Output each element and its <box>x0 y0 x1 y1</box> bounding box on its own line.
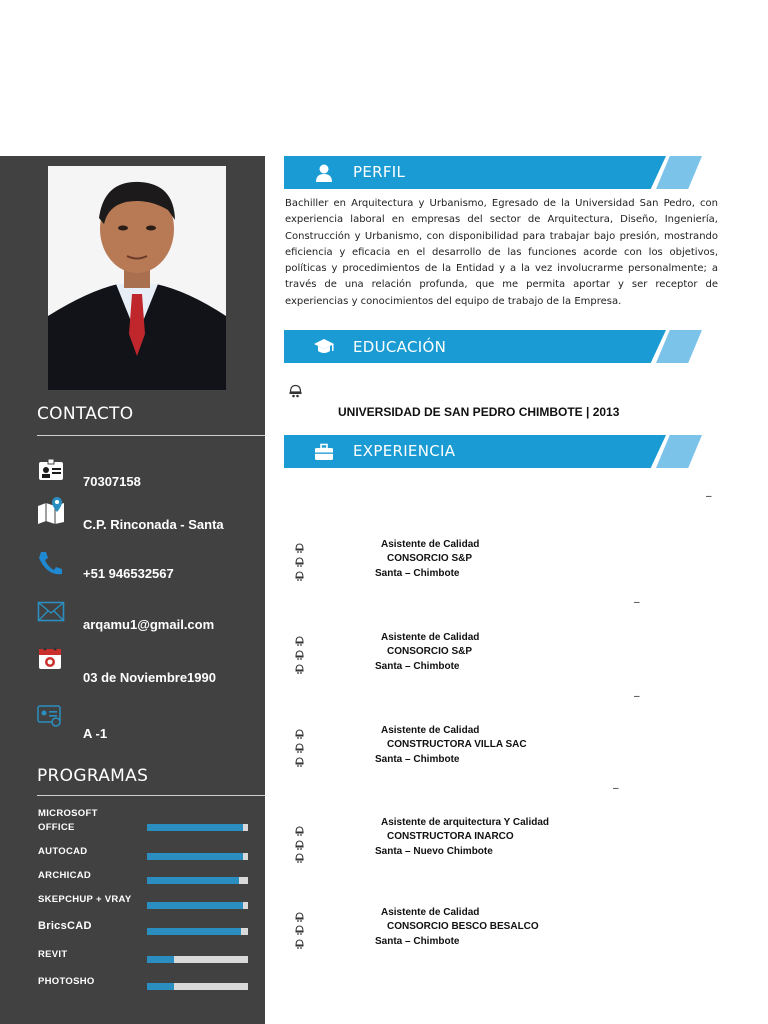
program-bar-photoshop <box>147 983 248 990</box>
id-card-icon <box>37 458 65 484</box>
contact-phone: +51 946532567 <box>83 566 174 581</box>
program-bar-office <box>147 824 248 831</box>
contact-dni: 70307158 <box>83 474 141 489</box>
job-role: Asistente de arquitectura Y Calidad <box>381 817 550 828</box>
date-dash: – <box>706 491 712 502</box>
user-icon <box>313 162 335 184</box>
contact-email[interactable] <box>83 617 214 632</box>
education-header-band <box>284 330 666 363</box>
program-bar-sketchup <box>147 902 248 909</box>
program-bar-fill <box>147 877 239 884</box>
contact-license: A -1 <box>83 726 108 741</box>
contact-birthdate: 03 de Noviembre1990 <box>83 670 216 685</box>
program-label: ARCHICAD <box>38 870 92 881</box>
helmet-bullet-icon <box>295 922 304 932</box>
helmet-bullet-icon <box>295 726 304 736</box>
program-label: REVIT <box>38 949 68 960</box>
job-company: CONSORCIO S&P <box>387 553 473 564</box>
job-location: Santa – Chimbote <box>375 936 460 947</box>
contact-title: CONTACTO <box>37 404 134 424</box>
program-label: PHOTOSHO <box>38 976 95 987</box>
profile-photo <box>48 166 226 390</box>
program-label: AUTOCAD <box>38 846 88 857</box>
program-bar-fill <box>147 983 174 990</box>
program-bar-archicad <box>147 877 248 884</box>
job-location: Santa – Nuevo Chimbote <box>375 846 493 857</box>
phone-icon <box>37 550 65 576</box>
helmet-bullet-icon <box>295 554 304 564</box>
job-location: Santa – Chimbote <box>375 754 460 765</box>
helmet-bullet-icon <box>295 540 304 550</box>
program-label: SKEPCHUP + VRAY <box>38 894 132 905</box>
job-role: Asistente de Calidad <box>381 725 480 736</box>
helmet-bullet-icon <box>295 568 304 578</box>
helmet-bullet-icon <box>295 633 304 643</box>
helmet-bullet-icon <box>295 850 304 860</box>
job-role: Asistente de Calidad <box>381 539 480 550</box>
job-location: Santa – Chimbote <box>375 661 460 672</box>
calendar-icon <box>37 645 65 671</box>
helmet-bullet-icon <box>295 754 304 764</box>
program-label: MICROSOFT OFFICE <box>38 808 98 833</box>
program-bar-fill <box>147 956 174 963</box>
program-bar-autocad <box>147 853 248 860</box>
profile-header-band <box>284 156 666 189</box>
helmet-bullet-icon <box>295 661 304 671</box>
program-bar-fill <box>147 928 241 935</box>
helmet-bullet-icon <box>295 936 304 946</box>
job-company: CONSORCIO S&P <box>387 646 473 657</box>
job-location: Santa – Chimbote <box>375 568 460 579</box>
experience-title: EXPERIENCIA <box>353 442 456 460</box>
date-dash: – <box>634 597 640 608</box>
helmet-bullet-icon <box>295 647 304 657</box>
program-label: BricsCAD <box>38 920 92 932</box>
license-card-icon <box>37 704 65 730</box>
contact-address: C.P. Rinconada - Santa <box>83 517 224 532</box>
date-dash: – <box>634 691 640 702</box>
education-title: EDUCACIÓN <box>353 338 447 356</box>
helmet-bullet-icon <box>295 823 304 833</box>
program-bar-fill <box>147 902 243 909</box>
job-company: CONSTRUCTORA VILLA SAC <box>387 739 527 750</box>
contact-divider <box>37 435 265 436</box>
job-role: Asistente de Calidad <box>381 907 480 918</box>
job-role: Asistente de Calidad <box>381 632 480 643</box>
job-company: CONSTRUCTORA INARCO <box>387 831 514 842</box>
map-pin-icon <box>37 496 65 522</box>
programs-divider <box>37 795 265 796</box>
program-bar-fill <box>147 824 243 831</box>
program-bar-bricscad <box>147 928 248 935</box>
program-bar-revit <box>147 956 248 963</box>
profile-summary: Bachiller en Arquitectura y Urbanismo, Egresado de la Universidad San Pedro, con experiencia laboral en empresas del sector de Arquitectura, Diseño, Ingeniería, Construcción y Urbanismo, con disponibilidad para trabajar bajo presión, mostrando eficiencia y eficacia en el desarrollo de las funciones acorde con los objetivos, políticas y procedimientos de la Entidad y a la vez involucrarme personalmente; a través de una relación profunda, que me permita aportar y ser receptor de experiencias y conocimientos del equipo de trabajo de la Empresa. <box>285 198 718 307</box>
briefcase-icon <box>313 441 335 463</box>
helmet-bullet-icon <box>295 740 304 750</box>
helmet-bullet-icon <box>295 837 304 847</box>
contact-email-text[interactable]: arqamu1@gmail.com <box>83 617 215 632</box>
experience-header-band <box>284 435 666 468</box>
programs-title: PROGRAMAS <box>37 766 149 786</box>
program-bar-fill <box>147 853 243 860</box>
education-entry: UNIVERSIDAD DE SAN PEDRO CHIMBOTE | 2013 <box>338 405 620 419</box>
profile-title: PERFIL <box>353 163 406 181</box>
graduation-cap-icon <box>313 336 335 358</box>
job-company: CONSORCIO BESCO BESALCO <box>387 921 539 932</box>
helmet-bullet-icon <box>295 909 304 919</box>
envelope-icon <box>37 599 65 625</box>
helmet-bullet-icon <box>289 384 302 398</box>
date-dash: – <box>613 783 619 794</box>
